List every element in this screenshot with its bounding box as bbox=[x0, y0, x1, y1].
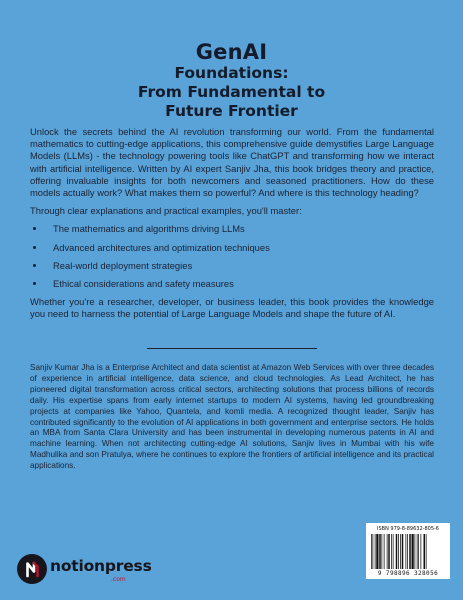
barcode-bars-icon bbox=[371, 534, 445, 569]
book-title bbox=[0, 40, 463, 121]
bullet-dot-icon bbox=[33, 264, 36, 267]
bullet-text: The mathematics and algorithms driving LLMs bbox=[53, 223, 245, 235]
barcode bbox=[366, 523, 450, 579]
blurb bbox=[30, 126, 434, 321]
bullet-dot-icon bbox=[33, 227, 36, 230]
publisher-name: notionpress bbox=[50, 557, 152, 575]
title-line-3: From Fundamental to bbox=[137, 83, 326, 101]
author-bio-text: Sanjiv Kumar Jha is a Enterprise Architect and data scientist at Amazon Web Services with over three decades of experience in artificial intelligence, data science, and cloud technologies. As Lead Architect, he has pioneered digital transformation across critical sectors, architecting solutions that process billions of records daily. His expertise spans from early internet startups to modern AI systems, having led groundbreaking projects at companies like Yahoo, Quantela, and komli media. A recognized thought leader, Sanjiv has contributed significantly to the evolution of AI applications in both government and enterprise sectors. He holds an MBA from Santa Clara University and has been instrumental in developing numerous patents in AI and machine learning. When not architecting cutting-edge AI solutions, Sanjiv lives in Mumbai with his wife Madhulika and son Pratulya, where he continues to explore the frontiers of artificial intelligence and its practical applications. bbox=[30, 363, 434, 471]
bullet-item bbox=[30, 223, 434, 235]
title-line-2: Foundations: bbox=[174, 64, 289, 82]
bullet-text: Advanced architectures and optimization techniques bbox=[53, 241, 270, 253]
bullet-item bbox=[30, 278, 434, 290]
publisher-logo bbox=[17, 549, 152, 589]
bullet-dot-icon bbox=[33, 282, 36, 285]
bullet-list bbox=[30, 223, 434, 290]
blurb-paragraph: Unlock the secrets behind the AI revolution transforming our world. From the fundamental mathematics to cutting-edge applications, this comprehensive guide demystifies Large Language Models (LLMs) - the technology powering tools like ChatGPT and transforming how we interact with artificial intelligence. Written by AI expert Sanjiv Jha, this book bridges theory and practice, offering invaluable insights for both newcomers and seasoned practitioners. How do these models actually work? What makes them so powerful? And where is this technology heading? bbox=[30, 126, 434, 199]
barcode-digits: 9 798896 328056 bbox=[377, 570, 439, 577]
bullet-dot-icon bbox=[33, 246, 36, 249]
blurb-closing: Whether you're a researcher, developer, or business leader, this book provides the knowledge you need to harness the potential of Large Language Models and shape the future of AI. bbox=[30, 296, 434, 320]
bullet-text: Real-world deployment strategies bbox=[53, 259, 193, 271]
isbn-label: ISBN 979-8-89632-805-6 bbox=[377, 526, 439, 532]
author-bio bbox=[30, 363, 434, 472]
bullet-item bbox=[30, 260, 434, 272]
publisher-domain: .com bbox=[111, 576, 126, 583]
bullet-text: Ethical considerations and safety measures bbox=[53, 278, 234, 290]
notionpress-logo-icon bbox=[17, 554, 47, 584]
title-line-1: GenAI bbox=[195, 40, 268, 64]
blurb-intro: Through clear explanations and practical examples, you'll master: bbox=[30, 205, 302, 217]
title-line-4: Future Frontier bbox=[165, 102, 298, 120]
bullet-item bbox=[30, 242, 434, 254]
section-divider bbox=[147, 348, 317, 349]
